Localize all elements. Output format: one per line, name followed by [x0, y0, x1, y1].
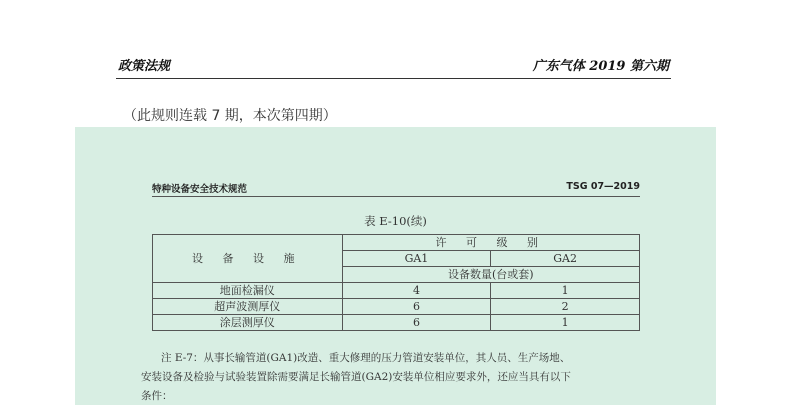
scan-running-header: [152, 180, 640, 197]
page-header: [116, 52, 671, 79]
ga1-quantity: 6: [342, 315, 491, 331]
ga1-quantity: 6: [342, 299, 491, 315]
table-note: [141, 349, 661, 405]
ga1-quantity: 4: [342, 283, 491, 299]
ga2-quantity: 1: [491, 315, 640, 331]
section-title: 政策法规: [118, 59, 171, 74]
equipment-column-header: 设 备 设 施: [153, 235, 343, 283]
ga2-quantity: 2: [491, 299, 640, 315]
equipment-name: 超声波测厚仪: [153, 299, 343, 315]
quantity-header: 设备数量(台或套): [342, 267, 639, 283]
table-row: [153, 315, 640, 331]
table-row: [153, 283, 640, 299]
equipment-name: 涂层测厚仪: [153, 315, 343, 331]
equipment-name: 地面检漏仪: [153, 283, 343, 299]
table-header-row: [153, 235, 640, 251]
equipment-table: [152, 234, 640, 331]
note-line: 注 E-7：从事长输管道(GA1)改造、重大修理的压力管道安装单位，其人员、生产场地、: [161, 352, 571, 364]
ga2-quantity: 1: [491, 283, 640, 299]
scanned-page-image: [75, 127, 716, 405]
serial-note: （此规则连载 7 期，本次第四期）: [123, 108, 337, 124]
table-caption: 表 E-10(续): [364, 214, 427, 228]
level-ga1: GA1: [342, 251, 491, 267]
note-line: 条件：: [141, 390, 173, 402]
journal-issue: 广东气体 2019 第六期: [532, 59, 669, 74]
spec-code: TSG 07—2019: [566, 181, 640, 192]
table-row: [153, 299, 640, 315]
level-ga2: GA2: [491, 251, 640, 267]
license-level-header: 许 可 级 别: [342, 235, 639, 251]
spec-title: 特种设备安全技术规范: [152, 184, 248, 195]
note-line: 安装设备及检验与试验装置除需要满足长输管道(GA2)安装单位相应要求外，还应当具有以下: [141, 371, 571, 383]
